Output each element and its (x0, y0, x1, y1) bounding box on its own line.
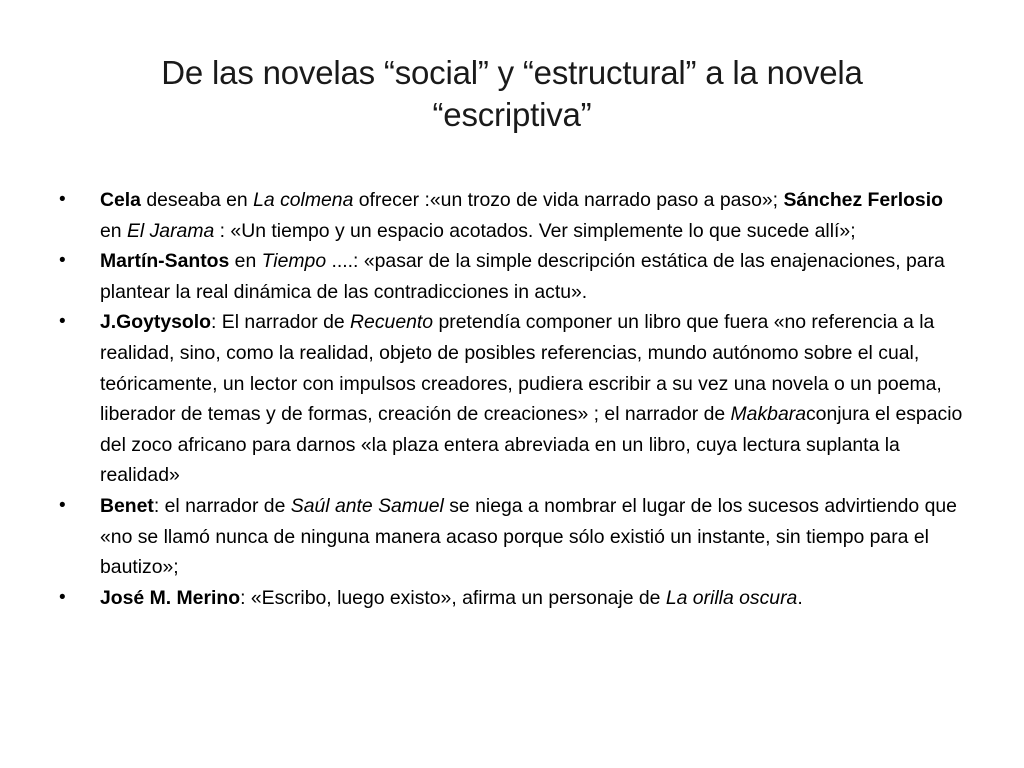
bullet-icon: • (59, 494, 66, 516)
work-title: Makbara (730, 403, 806, 426)
list-item (56, 583, 966, 614)
item-text: : «Escribo, luego existo», afirma un personaje de (240, 586, 666, 609)
author-name: José M. Merino (100, 586, 241, 609)
work-title: Recuento (350, 311, 434, 334)
item-text: conjura el espacio del zoco africano para darnos «la plaza entera abreviada en un libro, cuya lectura suplanta la realidad» (100, 403, 963, 487)
list-item (56, 307, 966, 491)
work-title: Saúl ante Samuel (290, 494, 444, 517)
item-text: se niega a nombrar el lugar de los sucesos advirtiendo que «no se llamó nunca de ninguna manera acaso porque sólo existió un instante, sin tiempo para el bautizo»; (100, 494, 957, 579)
bullet-icon: • (59, 250, 66, 272)
list-item (56, 246, 966, 307)
bullet-list (56, 185, 966, 613)
list-item (56, 185, 966, 246)
work-title: La colmena (253, 189, 354, 211)
item-text: : El narrador de (211, 311, 351, 334)
item-text: : «Un tiempo y un espacio acotados. Ver simplemente lo que sucede allí»; (214, 219, 856, 242)
item-text: . (797, 586, 803, 609)
bullet-icon: • (59, 189, 66, 210)
item-text: en (100, 219, 127, 242)
item-text: ....: «pasar de la simple descripción estática de las enajenaciones, para plantear la real dinámica de las contradicciones in actu». (100, 250, 945, 303)
item-text: en (229, 250, 262, 273)
work-title: El Jarama (126, 219, 215, 242)
item-text: pretendía componer un libro que fuera «no referencia a la realidad, sino, como la realidad, objeto de posibles referencias, mundo autónomo sobre el cual, teóricamente, un lector con impulsos creadores, pudiera escribir a su vez una novela o un poema, liberador de temas y de formas, creación de creaciones» ; el narrador de (100, 311, 942, 426)
author-name: Cela (100, 189, 141, 211)
author-name: Martín-Santos (100, 250, 230, 273)
slide-title: De las novelas “social” y “estructural” a la novela “escriptiva” (161, 54, 863, 133)
item-text: deseaba en (140, 189, 254, 211)
item-text: : el narrador de (153, 494, 291, 517)
list-item (56, 491, 966, 583)
bullet-icon: • (59, 311, 66, 333)
item-text: ofrecer :«un trozo de vida narrado paso a paso»; (353, 189, 784, 211)
author-name: Sánchez Ferlosio (783, 189, 943, 211)
work-title: La orilla oscura (665, 586, 798, 609)
bullet-icon: • (59, 586, 66, 608)
work-title: Tiempo (261, 250, 327, 273)
author-name: Benet (100, 494, 154, 517)
author-name: J.Goytysolo (100, 311, 211, 334)
